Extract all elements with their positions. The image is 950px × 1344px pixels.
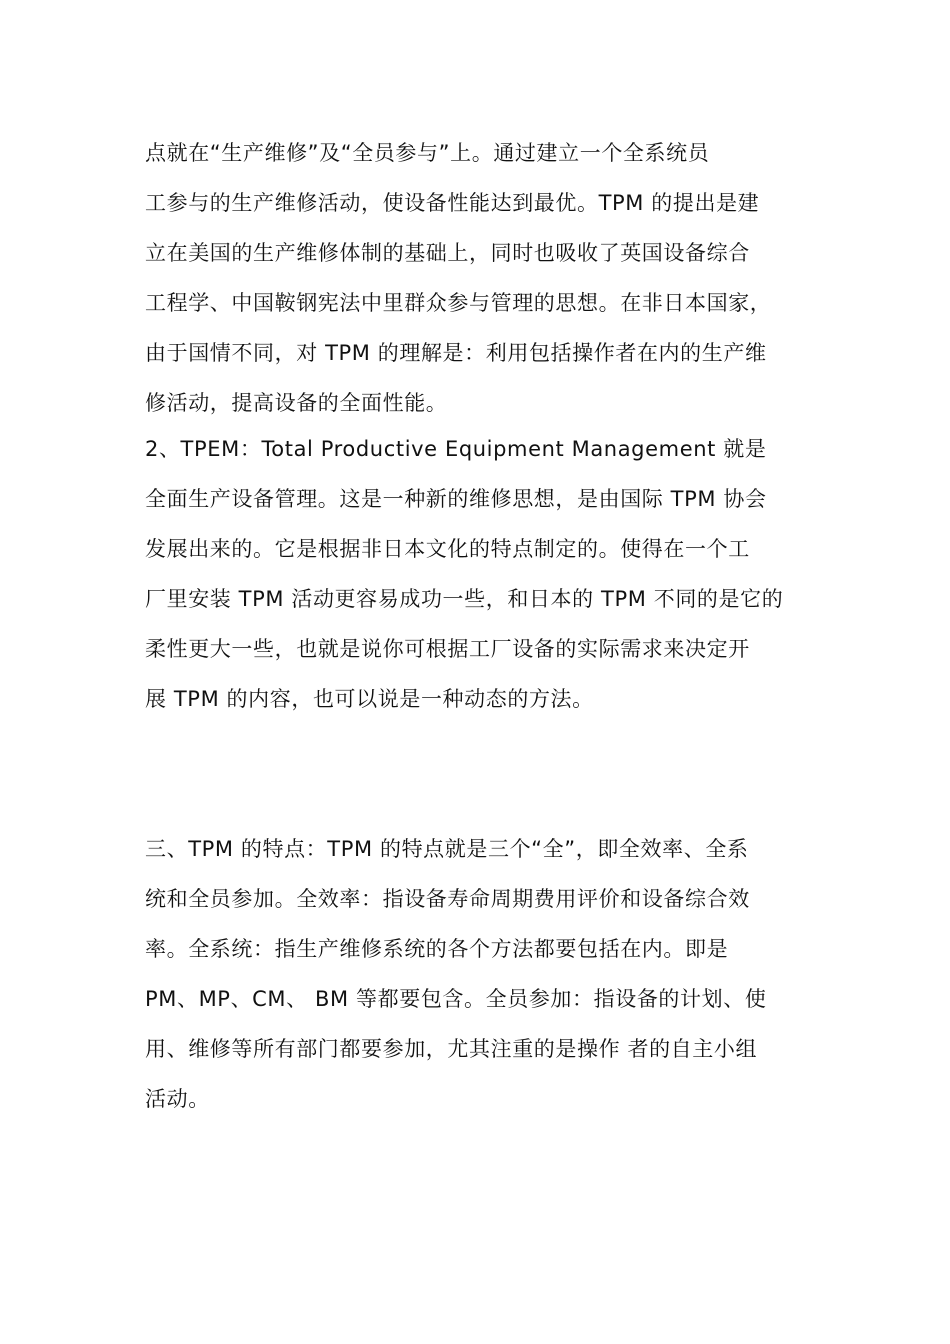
text-line: 点就在“生产维修”及“全员参与”上。通过建立一个全系统员 (145, 141, 710, 165)
text-line: 柔性更大一些，也就是说你可根据工厂设备的实际需求来决定开 (145, 637, 750, 661)
paragraph-tpm-features (145, 824, 825, 1124)
text-line: 三、TPM 的特点：TPM 的特点就是三个“全”，即全效率、全系 (145, 837, 749, 861)
paragraph-tpem (145, 424, 825, 724)
text-line: 率。全系统：指生产维修系统的各个方法都要包括在内。即是 (145, 937, 729, 961)
text-line: 厂里安装 TPM 活动更容易成功一些，和日本的 TPM 不同的是它的 (145, 587, 784, 611)
text-line: 由于国情不同，对 TPM 的理解是：利用包括操作者在内的生产维 (145, 341, 767, 365)
text-line: 全面生产设备管理。这是一种新的维修思想，是由国际 TPM 协会 (145, 487, 767, 511)
paragraph-tpm-intro (145, 128, 825, 428)
text-line: 2、TPEM：Total Productive Equipment Management 就是 (145, 437, 767, 461)
text-line: 活动。 (145, 1087, 210, 1111)
text-line: 工程学、中国鞍钢宪法中里群众参与管理的思想。在非日本国家， (145, 291, 772, 315)
text-line: 修活动，提高设备的全面性能。 (145, 391, 448, 415)
text-line: 发展出来的。它是根据非日本文化的特点制定的。使得在一个工 (145, 537, 750, 561)
text-line: PM、MP、CM、 BM 等都要包含。全员参加：指设备的计划、使 (145, 987, 767, 1011)
text-line: 立在美国的生产维修体制的基础上，同时也吸收了英国设备综合 (145, 241, 750, 265)
text-line: 展 TPM 的内容，也可以说是一种动态的方法。 (145, 687, 594, 711)
text-line: 工参与的生产维修活动，使设备性能达到最优。TPM 的提出是建 (145, 191, 760, 215)
text-line: 统和全员参加。全效率：指设备寿命周期费用评价和设备综合效 (145, 887, 750, 911)
text-line: 用、维修等所有部门都要参加，尤其注重的是操作 者的自主小组 (145, 1037, 758, 1061)
